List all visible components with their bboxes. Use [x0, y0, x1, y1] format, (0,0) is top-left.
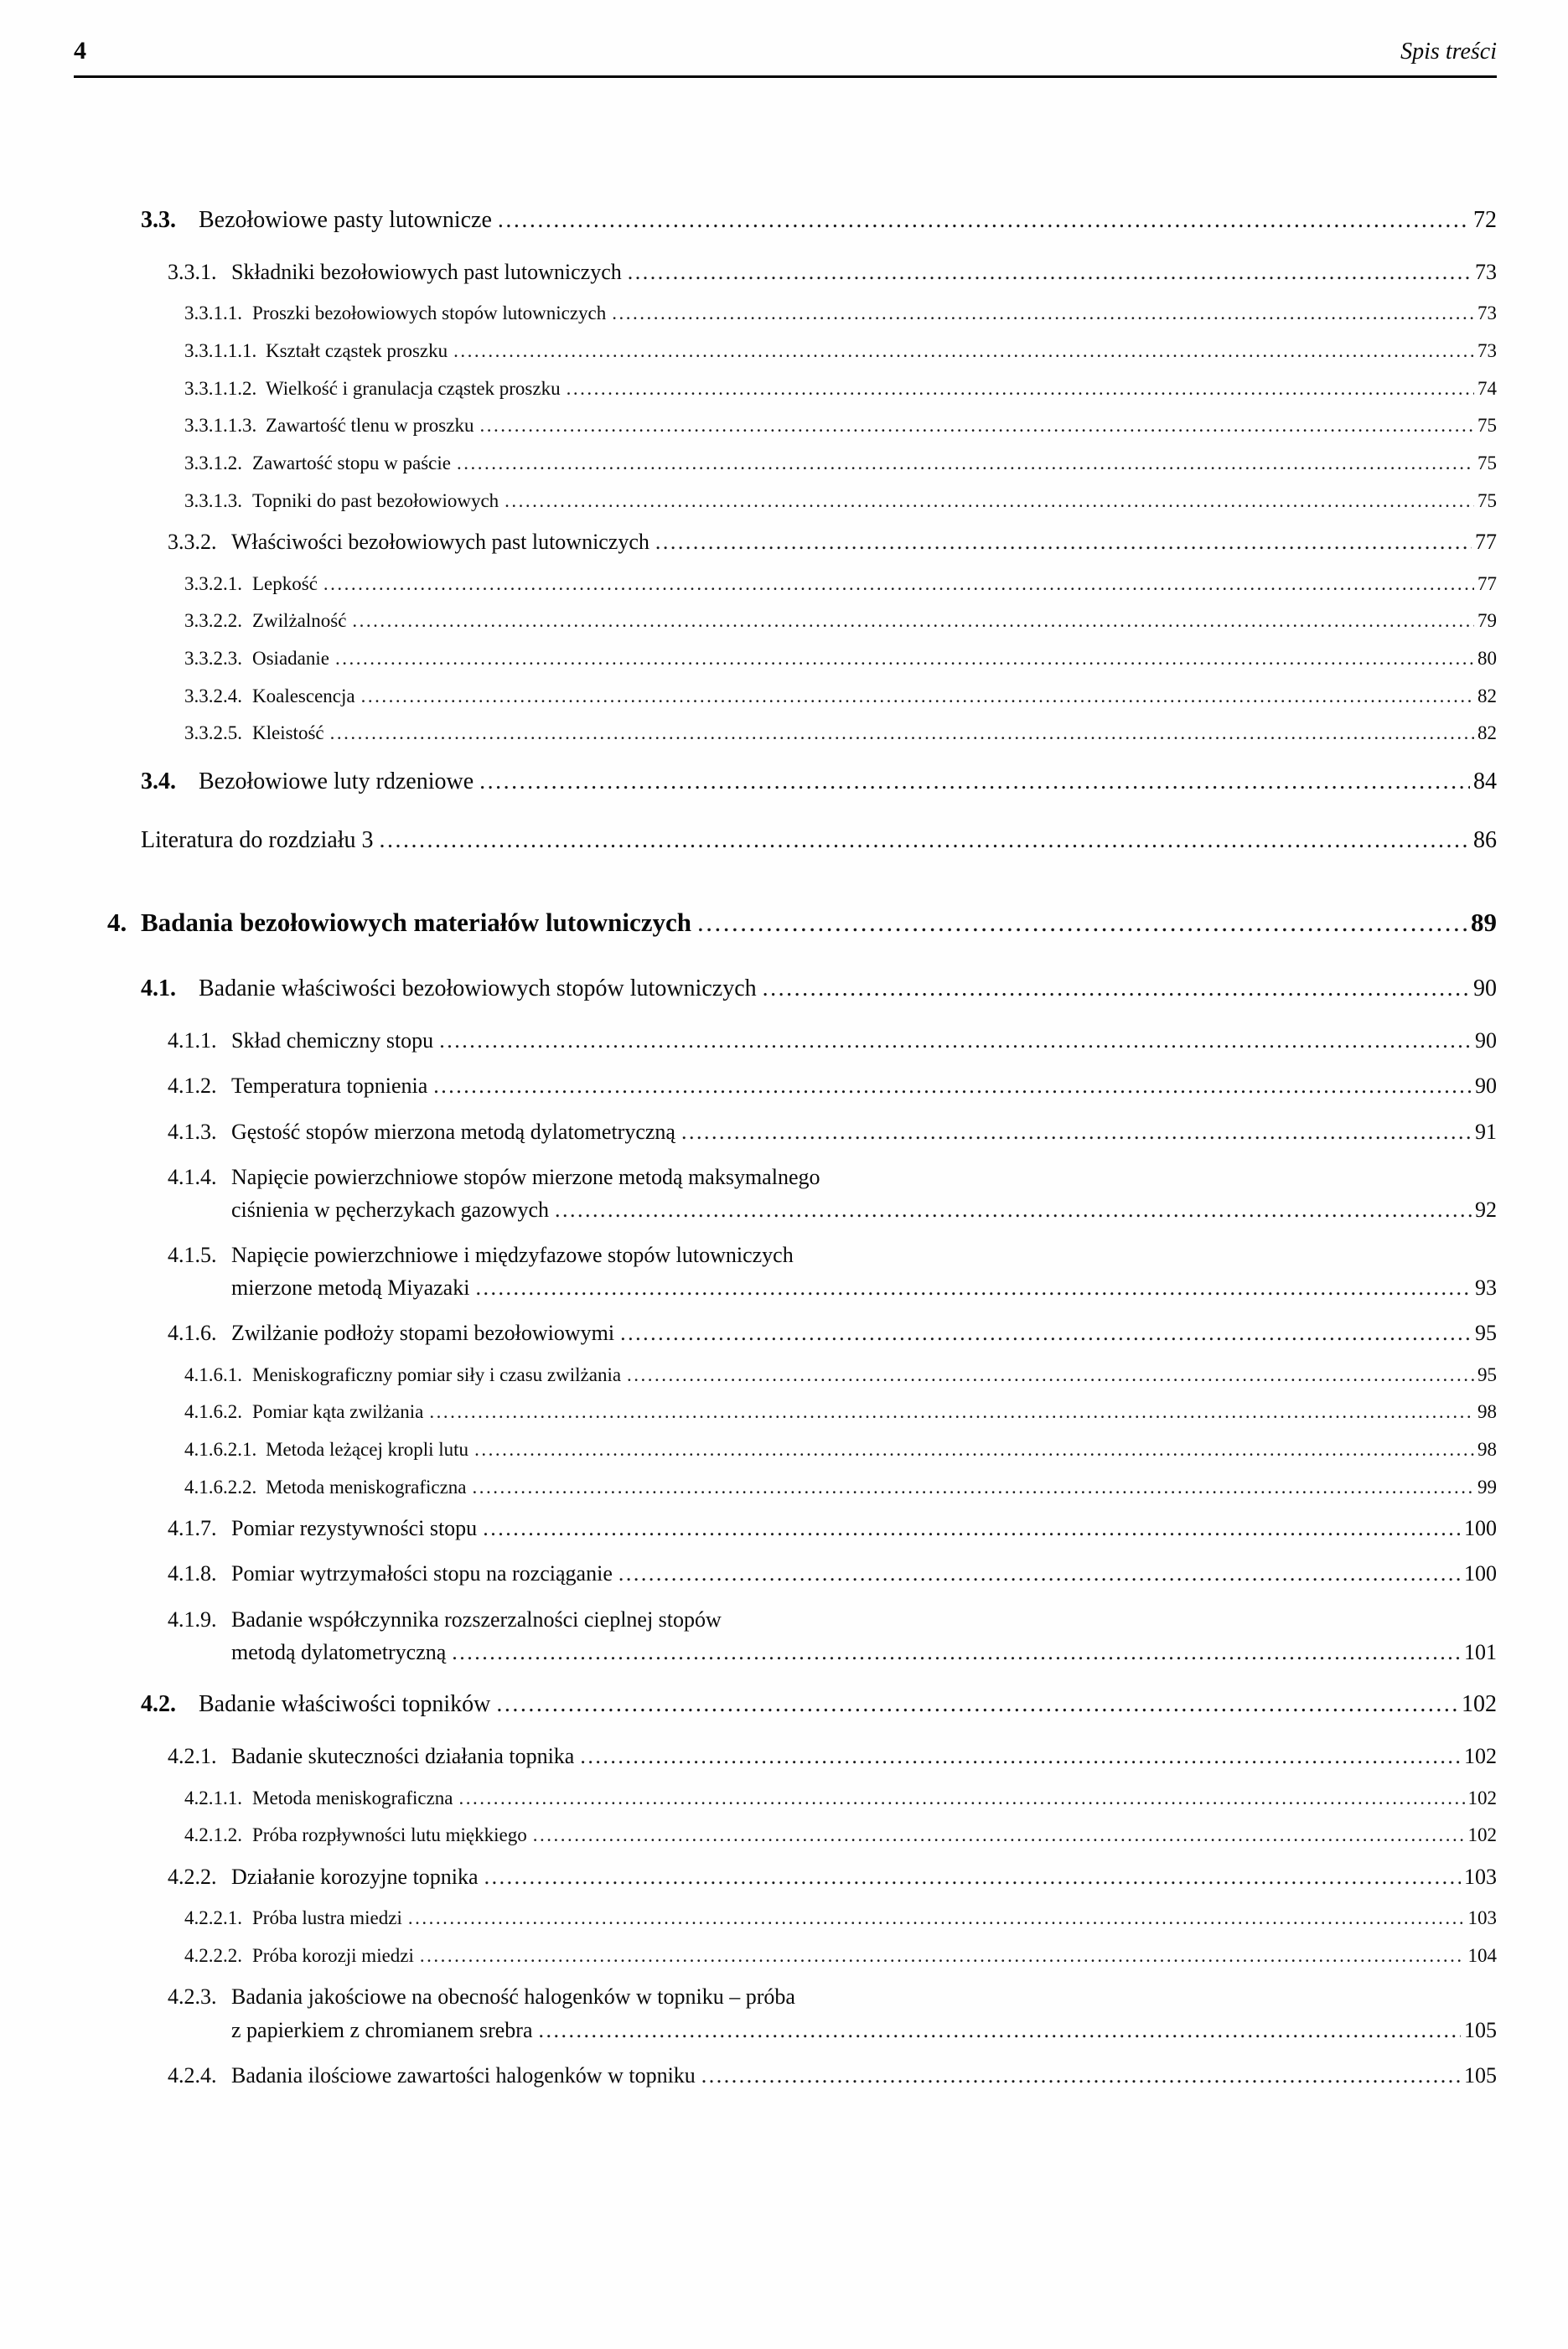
dot-leader: [323, 573, 1474, 596]
toc-entry: [0, 1120, 1568, 1145]
toc-entry: [0, 1401, 1568, 1424]
toc-entry-page: 73: [1477, 303, 1497, 324]
toc-entry: [0, 1945, 1568, 1968]
toc-entry-title: Gęstość stopów mierzona metodą dylatometryczną: [231, 1119, 675, 1144]
toc-entry-title: Skład chemiczny stopu: [231, 1028, 434, 1053]
toc-entry-page: 91: [1475, 1119, 1497, 1144]
toc-entry: [0, 768, 1568, 795]
dot-leader: [628, 260, 1472, 285]
toc-entry-title: Zawartość tlenu w proszku: [266, 415, 474, 437]
toc-entry-title: Pomiar kąta zwilżania: [252, 1401, 424, 1423]
toc-entry: [0, 340, 1568, 363]
toc-entry: [0, 573, 1568, 596]
toc-entry-title: Napięcie powierzchniowe stopów mierzone metodą maksymalnego: [231, 1164, 820, 1189]
toc-entry-page: 100: [1464, 1561, 1497, 1586]
toc-entry: [0, 207, 1568, 234]
toc-entry-page: 101: [1464, 1639, 1497, 1664]
toc-entry-title-continued: z papierkiem z chromianem srebra: [231, 2017, 533, 2042]
toc-entry-title: Badanie właściwości bezołowiowych stopów lutowniczych: [199, 975, 757, 1001]
toc-entry-title: Kształt cząstek proszku: [266, 340, 448, 362]
dot-leader: [655, 530, 1472, 555]
dot-leader: [555, 1198, 1472, 1223]
toc-entry-page: 92: [1475, 1197, 1497, 1222]
toc-entry: [0, 1984, 1568, 2042]
running-header-title: Spis treści: [1400, 39, 1497, 65]
toc-entry-title: Lepkość: [252, 572, 318, 594]
toc-entry-number: 4.1.1.: [168, 1028, 217, 1053]
toc-entry: [0, 1028, 1568, 1053]
page-header: [0, 0, 1568, 65]
toc-entry-page: 98: [1477, 1438, 1497, 1460]
toc-entry-line2: [231, 2018, 1497, 2043]
toc-entry-page: 90: [1475, 1074, 1497, 1099]
toc-entry: [0, 722, 1568, 745]
toc-entry-number: 4.2.1.1.: [184, 1787, 242, 1808]
toc-entry-number: 4.2.3.: [168, 1984, 217, 2010]
dot-leader: [498, 207, 1470, 234]
toc-entry: [0, 530, 1568, 555]
toc-entry-page: 102: [1464, 1744, 1497, 1769]
toc-entry-title: Bezołowiowe pasty lutownicze: [199, 206, 492, 233]
dot-leader: [380, 827, 1470, 854]
toc-entry-title: Metoda leżącej kropli lutu: [266, 1438, 469, 1460]
toc-entry: [0, 1865, 1568, 1890]
dot-leader: [452, 1640, 1461, 1665]
toc-entry-number: 4.2.2.2.: [184, 1944, 242, 1966]
dot-leader: [567, 378, 1474, 401]
dot-leader: [361, 686, 1474, 708]
toc-entry: [0, 686, 1568, 708]
toc-entry-page: 102: [1467, 1787, 1497, 1808]
toc-entry-number: 3.3.1.3.: [184, 489, 242, 511]
toc-entry-title: Bezołowiowe luty rdzeniowe: [199, 768, 474, 794]
toc-entry: [0, 1364, 1568, 1387]
toc-entry-title: Próba korozji miedzi: [252, 1944, 414, 1966]
toc-entry-page: 72: [1473, 206, 1497, 233]
dot-leader: [620, 1321, 1472, 1346]
toc-entry-title-continued: ciśnienia w pęcherzykach gazowych: [231, 1197, 549, 1222]
toc-entry-title: Badanie skuteczności działania topnika: [231, 1744, 575, 1769]
toc-entry-number: 4.2.1.: [168, 1744, 217, 1769]
toc-entry-title: Składniki bezołowiowych past lutowniczych: [231, 260, 622, 285]
toc-entry-page: 105: [1464, 2062, 1497, 2088]
toc-entry-number: 4.1.9.: [168, 1607, 217, 1632]
toc-entry: [0, 490, 1568, 513]
toc-entry-title: Koalescencja: [252, 685, 355, 706]
toc-entry: [0, 1243, 1568, 1301]
toc-entry-number: 3.3.2.5.: [184, 722, 242, 744]
toc-entry-number: 4.1.3.: [168, 1119, 217, 1144]
dot-leader: [496, 1691, 1458, 1718]
toc-entry-page: 103: [1464, 1864, 1497, 1889]
toc-entry-title: Właściwości bezołowiowych past lutowniczych: [231, 530, 649, 555]
dot-leader: [330, 722, 1474, 745]
toc-entry-number: 3.3.: [141, 206, 176, 233]
dot-leader: [475, 1275, 1472, 1301]
dot-leader: [335, 648, 1474, 670]
toc-entry: [0, 1074, 1568, 1099]
toc-entry: [0, 1561, 1568, 1586]
toc-entry-number: 3.3.1.2.: [184, 453, 242, 474]
toc-entry: [0, 260, 1568, 285]
toc-entry: [0, 378, 1568, 401]
toc-entry-title: Meniskograficzny pomiar siły i czasu zwilżania: [252, 1363, 622, 1385]
toc-entry-number: 4.1.: [141, 975, 176, 1001]
toc-entry-title: Literatura do rozdziału 3: [141, 827, 374, 854]
dot-leader: [439, 1028, 1472, 1053]
toc-entry-title-block: [231, 1984, 1497, 2042]
toc-entry: [0, 1516, 1568, 1541]
toc-entry-title: Badanie właściwości topników: [199, 1690, 491, 1717]
toc-entry-page: 102: [1467, 1824, 1497, 1846]
toc-entry-title: Działanie korozyjne topnika: [231, 1864, 479, 1889]
toc-entry-number: 3.3.1.1.2.: [184, 377, 257, 399]
toc-entry: [0, 2063, 1568, 2088]
toc-entry-title: Próba lustra miedzi: [252, 1907, 402, 1929]
toc-entry-number: 3.3.2.2.: [184, 610, 242, 632]
toc-entry-title: Kleistość: [252, 722, 324, 744]
toc-entry-number: 4.2.: [141, 1690, 176, 1717]
toc-entry-number: 4.1.6.1.: [184, 1363, 242, 1385]
dot-leader: [681, 1120, 1472, 1145]
toc-entry-title-continued: metodą dylatometryczną: [231, 1639, 447, 1664]
toc-entry-number: 4.2.1.2.: [184, 1824, 242, 1846]
dot-leader: [580, 1744, 1461, 1769]
toc-entry-title: Temperatura topnienia: [231, 1074, 428, 1099]
dot-leader: [539, 2018, 1462, 2043]
toc-entry-number: 4.1.4.: [168, 1164, 217, 1189]
toc-entry: [0, 1788, 1568, 1810]
toc-entry-title: Osiadanie: [252, 647, 329, 669]
toc-entry-page: 77: [1475, 530, 1497, 555]
dot-leader: [701, 2063, 1461, 2088]
dot-leader: [474, 1439, 1474, 1462]
toc-entry-page: 89: [1471, 907, 1497, 937]
toc-entry: [0, 1321, 1568, 1346]
toc-entry-title: Metoda meniskograficzna: [252, 1787, 453, 1808]
toc-entry-number: 4.1.6.: [168, 1321, 217, 1346]
toc-entry-page: 77: [1477, 572, 1497, 594]
toc-entry: [0, 1477, 1568, 1499]
toc-entry-title-block: [231, 1607, 1497, 1665]
toc-entry-page: 104: [1467, 1944, 1497, 1966]
dot-leader: [483, 1516, 1461, 1541]
dot-leader: [433, 1074, 1472, 1099]
toc-entry-page: 86: [1473, 827, 1497, 854]
dot-leader: [618, 1561, 1461, 1586]
toc-entry: [0, 303, 1568, 325]
toc-entry-number: 4.1.2.: [168, 1074, 217, 1099]
toc-entry-title-block: [231, 1165, 1497, 1223]
dot-leader: [627, 1364, 1474, 1387]
toc-entry-page: 105: [1464, 2017, 1497, 2042]
toc-entry-number: 4.1.6.2.2.: [184, 1476, 257, 1498]
toc-entry-title: Pomiar rezystywności stopu: [231, 1516, 478, 1541]
toc-entry-number: 4.1.8.: [168, 1561, 217, 1586]
toc-entry-title: Zwilżalność: [252, 610, 347, 632]
toc-entry-number: 3.3.2.3.: [184, 647, 242, 669]
toc-entry: [0, 453, 1568, 475]
toc-entry-page: 95: [1477, 1363, 1497, 1385]
dot-leader: [408, 1907, 1465, 1930]
dot-leader: [457, 453, 1474, 475]
toc-entry-page: 75: [1477, 453, 1497, 474]
toc-entry-page: 73: [1477, 340, 1497, 362]
toc-entry: [0, 1607, 1568, 1665]
dot-leader: [420, 1945, 1465, 1968]
toc-entry-title: Badania jakościowe na obecność halogenków w topniku – próba: [231, 1984, 795, 2010]
toc-entry-page: 84: [1473, 768, 1497, 794]
toc-entry-number: 3.3.2.4.: [184, 685, 242, 706]
toc-entry-title-continued: mierzone metodą Miyazaki: [231, 1275, 470, 1301]
toc-entry-title: Zawartość stopu w paście: [252, 453, 451, 474]
dot-leader: [479, 768, 1470, 795]
toc-entry: [0, 415, 1568, 437]
toc-entry-page: 103: [1467, 1907, 1497, 1929]
toc-entry-title: Próba rozpływności lutu miękkiego: [252, 1824, 527, 1846]
toc-entry-page: 93: [1475, 1275, 1497, 1301]
toc-entry-number: 3.3.1.1.3.: [184, 415, 257, 437]
toc-entry-number: 3.4.: [141, 768, 176, 794]
toc-entry-page: 75: [1477, 489, 1497, 511]
toc-entry-number: 3.3.1.1.1.: [184, 340, 257, 362]
dot-leader: [612, 303, 1474, 325]
toc-entry-page: 79: [1477, 610, 1497, 632]
toc-entry-title: Badania ilościowe zawartości halogenków w topniku: [231, 2062, 696, 2088]
toc-entry-title: Badanie współczynnika rozszerzalności cieplnej stopów: [231, 1607, 722, 1632]
dot-leader: [459, 1788, 1465, 1810]
toc-entry-page: 90: [1473, 975, 1497, 1001]
toc-entry-page: 73: [1475, 260, 1497, 285]
toc-entry-page: 80: [1477, 647, 1497, 669]
dot-leader: [453, 340, 1474, 363]
toc-entry-title: Zwilżanie podłoży stopami bezołowiowymi: [231, 1321, 615, 1346]
toc-entry: [0, 827, 1568, 854]
toc-entry: [0, 1907, 1568, 1930]
dot-leader: [697, 908, 1467, 938]
toc-entry-page: 102: [1462, 1690, 1497, 1717]
dot-leader: [429, 1401, 1474, 1424]
dot-leader: [763, 975, 1470, 1002]
toc-entry: [0, 1691, 1568, 1718]
toc-entry-page: 75: [1477, 415, 1497, 437]
toc-entry-page: 74: [1477, 377, 1497, 399]
toc-entry-page: 98: [1477, 1401, 1497, 1423]
toc-entry-number: 4.1.5.: [168, 1243, 217, 1268]
toc-entry-number: 4.1.6.2.1.: [184, 1438, 257, 1460]
toc-entry: [0, 1824, 1568, 1847]
toc-entry-number: 4.2.2.: [168, 1864, 217, 1889]
toc-entry: [0, 1744, 1568, 1769]
dot-leader: [533, 1824, 1465, 1847]
toc-entry-title: Badania bezołowiowych materiałów lutowniczych: [141, 907, 691, 937]
toc-entry-number: 4.1.7.: [168, 1516, 217, 1541]
dot-leader: [473, 1477, 1475, 1499]
toc-entry-page: 99: [1477, 1476, 1497, 1498]
toc-entry-title: Proszki bezołowiowych stopów lutowniczych: [252, 303, 607, 324]
toc-entry-number: 3.3.1.: [168, 260, 217, 285]
toc-entry-number: 4.2.2.1.: [184, 1907, 242, 1929]
toc-entry: [0, 1165, 1568, 1223]
toc-entry-page: 95: [1475, 1321, 1497, 1346]
dot-leader: [479, 415, 1474, 437]
toc-entry-line2: [231, 1198, 1497, 1223]
toc-entry: [0, 908, 1568, 938]
toc-entry-page: 82: [1477, 722, 1497, 744]
dot-leader: [352, 610, 1474, 633]
toc-entry: [0, 975, 1568, 1002]
toc-entry-number: 4.: [107, 907, 127, 937]
toc-entry-number: 3.3.2.: [168, 530, 217, 555]
toc-entry-number: 4.2.4.: [168, 2062, 217, 2088]
toc-entry-line2: [231, 1640, 1497, 1665]
toc-entry-title: Pomiar wytrzymałości stopu na rozciąganie: [231, 1561, 613, 1586]
toc-entry: [0, 610, 1568, 633]
toc-entry-page: 100: [1464, 1516, 1497, 1541]
toc-entry-page: 82: [1477, 685, 1497, 706]
toc-entry-line2: [231, 1275, 1497, 1301]
page-number: 4: [74, 37, 86, 65]
toc-entry-title: Metoda meniskograficzna: [266, 1476, 467, 1498]
toc-entry-number: 3.3.2.1.: [184, 572, 242, 594]
dot-leader: [484, 1865, 1461, 1890]
toc-entry-number: 3.3.1.1.: [184, 303, 242, 324]
dot-leader: [505, 490, 1474, 513]
toc-entry-title-block: [231, 1243, 1497, 1301]
toc-entry: [0, 1439, 1568, 1462]
toc-entry: [0, 648, 1568, 670]
toc-entry-page: 90: [1475, 1028, 1497, 1053]
toc-entry-title: Wielkość i granulacja cząstek proszku: [266, 377, 561, 399]
toc-entry-title: Napięcie powierzchniowe i międzyfazowe stopów lutowniczych: [231, 1243, 794, 1268]
toc-entry-title: Topniki do past bezołowiowych: [252, 489, 499, 511]
toc-entry-number: 4.1.6.2.: [184, 1401, 242, 1423]
toc-list: [0, 78, 1568, 2098]
